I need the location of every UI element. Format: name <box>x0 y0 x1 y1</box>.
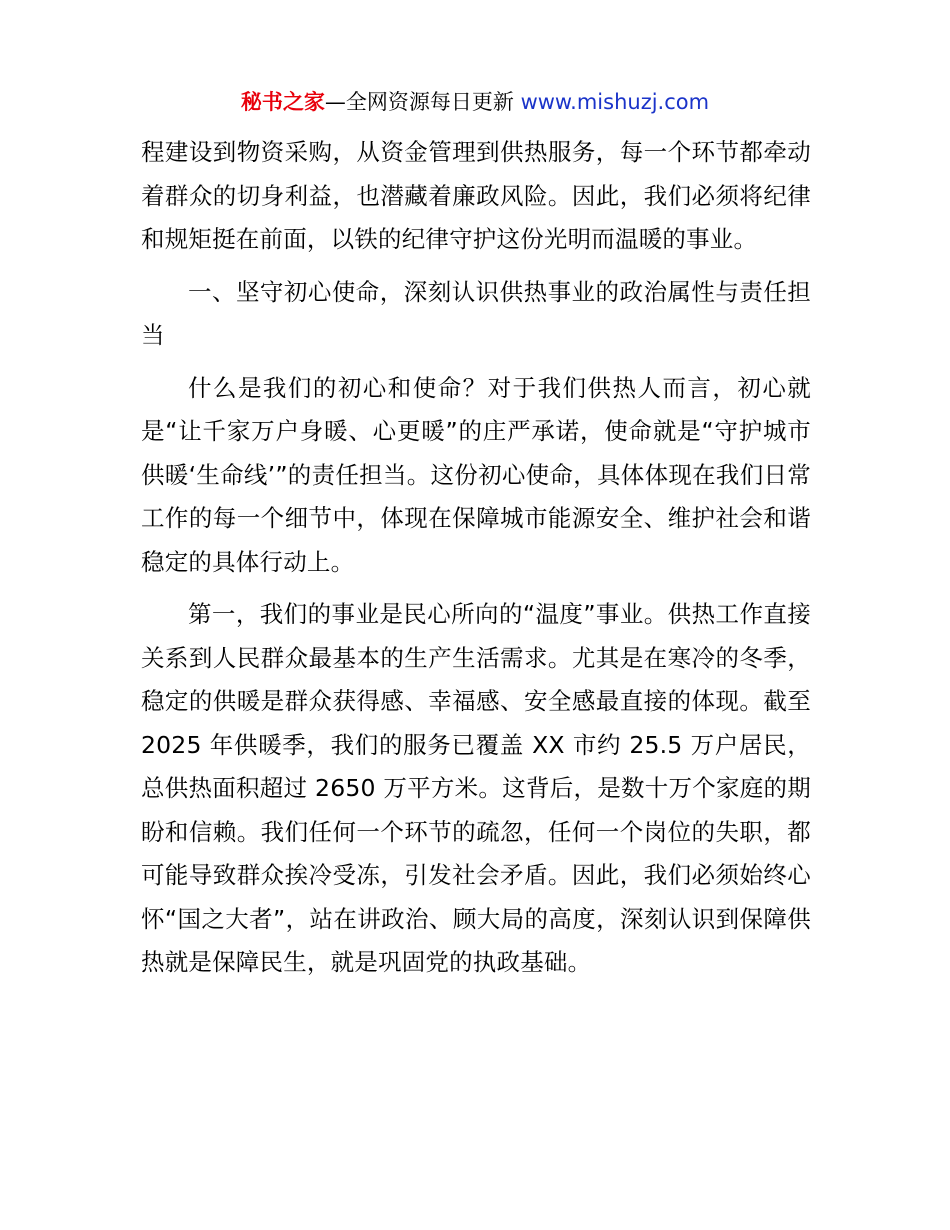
document-body <box>141 131 811 985</box>
site-url-link[interactable]: www.mishuzj.com <box>520 90 710 114</box>
paragraph-first-point: 第一，我们的事业是民心所向的“温度”事业。供热工作直接关系到人民群众最基本的生产生活需求。尤其是在寒冷的冬季，稳定的供暖是群众获得感、幸福感、安全感最直接的体现。截至 2025 年供暖季，我们的服务已覆盖 XX 市约 25.5 万户居民，总供热面积超过 2650 万平方米。这背后，是数十万个家庭的期盼和信赖。我们任何一个环节的疏忽，任何一个岗位的失职，都可能导致群众挨冷受冻，引发社会矛盾。因此，我们必须始终心怀“国之大者”，站在讲政治、顾大局的高度，深刻认识到保障供热就是保障民生，就是巩固党的执政基础。 <box>141 600 811 976</box>
section-heading: 一、坚守初心使命，深刻认识供热事业的政治属性与责任担当 <box>141 277 811 349</box>
paragraph-continuation: 程建设到物资采购，从资金管理到供热服务，每一个环节都牵动着群众的切身利益，也潜藏着廉政风险。因此，我们必须将纪律和规矩挺在前面，以铁的纪律守护这份光明而温暖的事业。 <box>141 138 811 253</box>
paragraph-mission: 什么是我们的初心和使命？对于我们供热人而言，初心就是“让千家万户身暖、心更暖”的庄严承诺，使命就是“守护城市供暖‘生命线’”的责任担当。这份初心使命，具体体现在我们日常工作的每一个细节中，体现在保障城市能源安全、维护社会和谐稳定的具体行动上。 <box>141 373 811 576</box>
site-brand: 秘书之家 <box>240 90 325 114</box>
site-header <box>0 86 950 118</box>
site-slogan: —全网资源每日更新 <box>324 90 521 114</box>
